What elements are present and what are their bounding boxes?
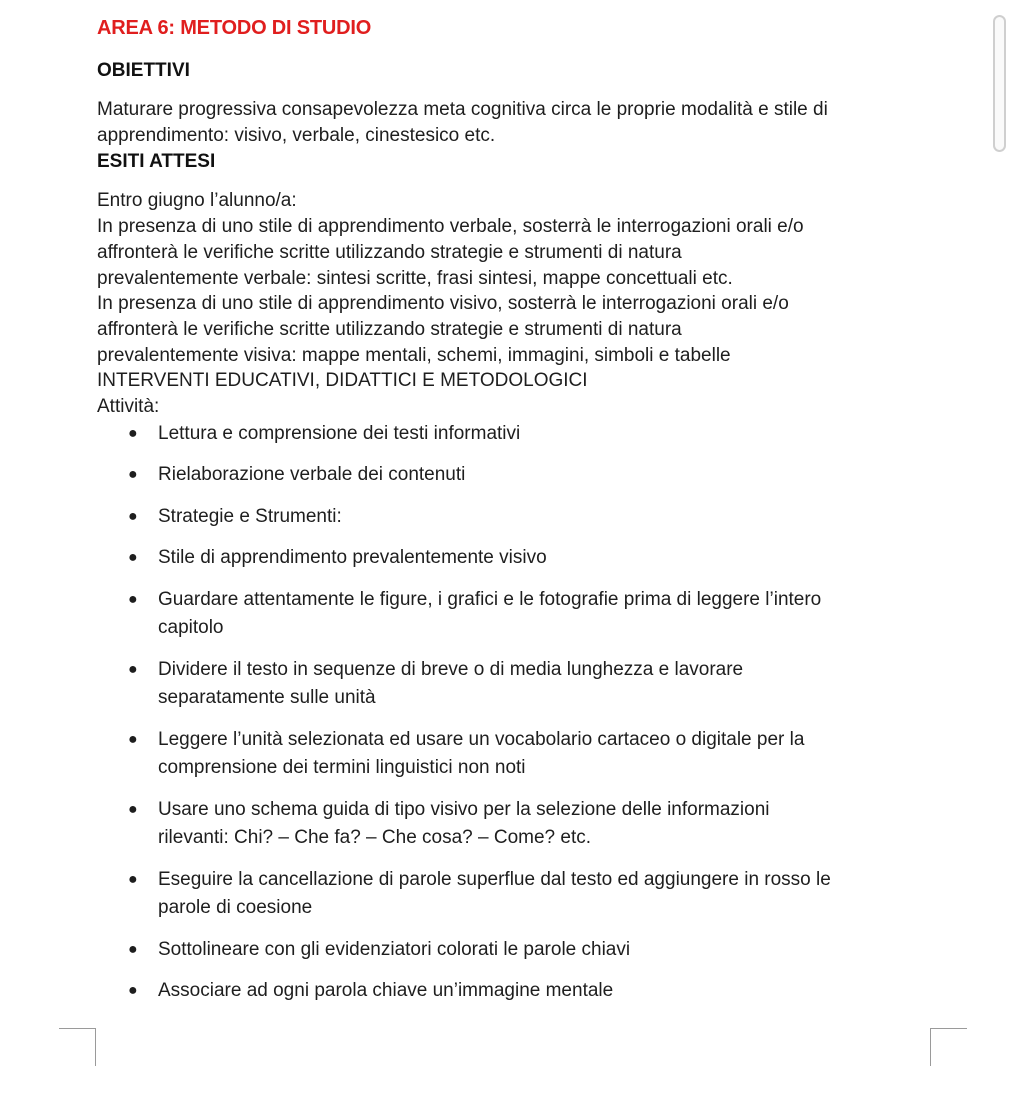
bullet-icon: ● — [128, 982, 138, 1000]
obiettivi-line: apprendimento: visivo, verbale, cinestesico etc. — [97, 124, 496, 146]
bullet-icon: ● — [128, 466, 138, 484]
activity-list-item — [97, 726, 927, 783]
bullet-icon: ● — [128, 660, 138, 678]
bullet-icon: ● — [128, 870, 138, 888]
activity-item-line: Associare ad ogni parola chiave un’immagine mentale — [158, 980, 614, 1002]
esiti-line: prevalentemente verbale: sintesi scritte, frasi sintesi, mappe concettuali etc. — [97, 267, 733, 289]
esiti-line: prevalentemente visiva: mappe mentali, schemi, immagini, simboli e tabelle — [97, 344, 731, 366]
activity-list-item — [97, 656, 927, 713]
interventi-heading-line: INTERVENTI EDUCATIVI, DIDATTICI E METODOLOGICI — [97, 370, 588, 392]
attivita-label: Attività: — [97, 396, 160, 418]
activity-item-line: Guardare attentamente le figure, i grafici e le fotografie prima di leggere l’intero — [158, 588, 822, 610]
obiettivi-heading: OBIETTIVI — [97, 60, 190, 81]
activity-list-item — [97, 586, 927, 643]
activity-list-item — [97, 544, 927, 573]
activity-item-line: rilevanti: Chi? – Che fa? – Che cosa? – Come? etc. — [158, 827, 592, 849]
activity-item-line: Sottolineare con gli evidenziatori colorati le parole chiavi — [158, 938, 631, 960]
crop-mark-right — [930, 1028, 967, 1066]
activity-list-item — [97, 796, 927, 853]
obiettivi-line: Maturare progressiva consapevolezza meta cognitiva circa le proprie modalità e stile di — [97, 99, 828, 120]
activity-item-line: Strategie e Strumenti: — [158, 505, 342, 527]
activity-item-line: Dividere il testo in sequenze di breve o di media lunghezza e lavorare — [158, 658, 744, 680]
bullet-icon: ● — [128, 424, 138, 442]
activity-list-item — [97, 420, 927, 449]
activity-item-line: Eseguire la cancellazione di parole superflue dal testo ed aggiungere in rosso le — [158, 868, 831, 890]
activity-item-line: Usare uno schema guida di tipo visivo per la selezione delle informazioni — [158, 798, 770, 820]
bullet-icon: ● — [128, 590, 138, 608]
esiti-heading: ESITI ATTESI — [97, 151, 216, 173]
activity-list — [97, 420, 927, 1006]
activity-list-item — [97, 866, 927, 923]
crop-mark-left — [59, 1028, 96, 1066]
vertical-scrollbar[interactable] — [993, 15, 1006, 152]
area-title: AREA 6: METODO DI STUDIO — [97, 17, 372, 39]
bullet-icon: ● — [128, 730, 138, 748]
esiti-line: In presenza di uno stile di apprendimento verbale, sosterrà le interrogazioni orali e/o — [97, 216, 804, 238]
document-page — [97, 14, 927, 1019]
activity-item-line: Lettura e comprensione dei testi informativi — [158, 422, 521, 444]
bullet-icon: ● — [128, 549, 138, 567]
activity-item-line: comprensione dei termini linguistici non noti — [158, 757, 526, 779]
esiti-line: affronterà le verifiche scritte utilizzando strategie e strumenti di natura — [97, 318, 682, 340]
activity-item-line: Stile di apprendimento prevalentemente visivo — [158, 547, 547, 569]
esiti-line: In presenza di uno stile di apprendimento visivo, sosterrà le interrogazioni orali e/o — [97, 293, 789, 315]
bullet-icon: ● — [128, 507, 138, 525]
obiettivi-paragraph — [97, 97, 927, 148]
activity-item-line: separatamente sulle unità — [158, 687, 376, 709]
esiti-paragraph — [97, 188, 927, 419]
activity-item-line: capitolo — [158, 617, 224, 639]
bullet-icon: ● — [128, 800, 138, 818]
esiti-line: Entro giugno l’alunno/a: — [97, 190, 297, 212]
activity-list-item — [97, 503, 927, 532]
activity-list-item — [97, 461, 927, 490]
esiti-line: affronterà le verifiche scritte utilizzando strategie e strumenti di natura — [97, 241, 682, 263]
bullet-icon: ● — [128, 940, 138, 958]
activity-item-line: parole di coesione — [158, 897, 313, 919]
activity-list-item — [97, 936, 927, 965]
activity-list-item — [97, 977, 927, 1006]
activity-item-line: Rielaborazione verbale dei contenuti — [158, 464, 466, 486]
activity-item-line: Leggere l’unità selezionata ed usare un vocabolario cartaceo o digitale per la — [158, 728, 805, 750]
